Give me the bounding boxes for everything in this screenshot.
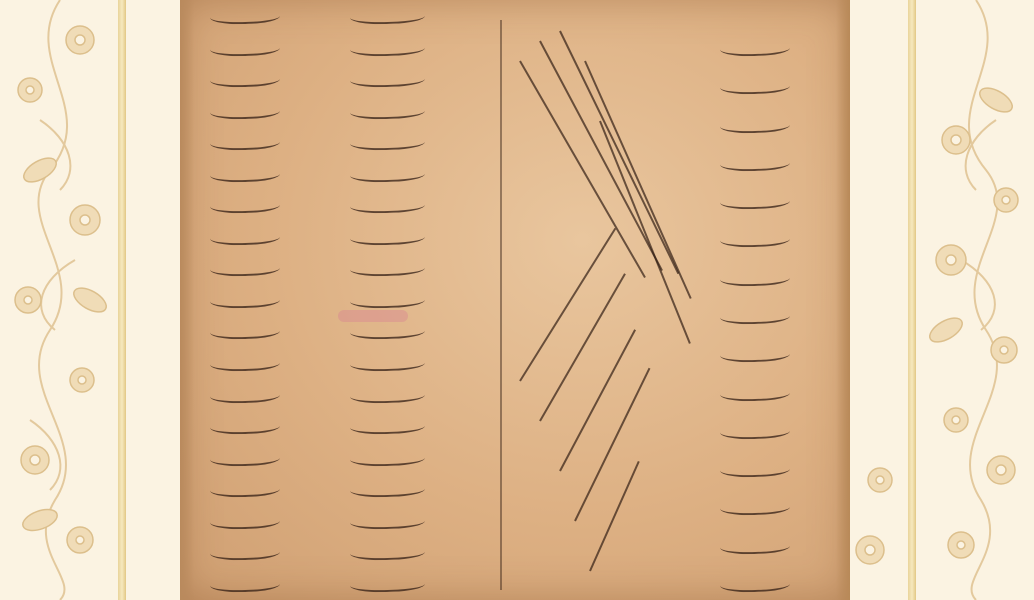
floral-border-left-icon — [0, 0, 120, 600]
handwritten-line — [210, 323, 280, 341]
handwritten-line — [350, 322, 425, 340]
handwritten-line — [350, 417, 425, 435]
handwritten-line — [210, 133, 280, 151]
handwritten-line — [720, 460, 790, 478]
handwritten-line — [210, 70, 280, 88]
handwritten-line — [210, 228, 280, 246]
handwritten-line — [210, 165, 280, 183]
handwritten-line — [720, 537, 790, 555]
handwritten-line — [210, 575, 280, 593]
page-edge-left — [180, 0, 194, 600]
handwritten-line — [720, 575, 790, 593]
handwritten-line — [350, 543, 425, 561]
handwritten-line — [720, 307, 790, 325]
handwritten-line — [210, 512, 280, 530]
handwritten-line — [210, 386, 280, 404]
floral-border-right-icon — [916, 0, 1034, 600]
vertical-margin-text — [500, 20, 502, 590]
handwritten-line — [210, 291, 280, 309]
handwritten-line — [350, 102, 425, 120]
handwritten-line — [350, 70, 425, 88]
handwritten-line — [720, 230, 790, 248]
handwritten-line — [720, 116, 790, 134]
handwritten-line — [720, 269, 790, 287]
handwritten-line — [350, 386, 425, 404]
text-column-right — [720, 0, 790, 600]
handwritten-line — [720, 39, 790, 57]
handwritten-line — [720, 498, 790, 516]
handwritten-line — [210, 259, 280, 277]
page-edge-right — [836, 0, 850, 600]
handwritten-line — [720, 384, 790, 402]
handwritten-line — [350, 133, 425, 151]
handwritten-line — [350, 259, 425, 277]
handwritten-line — [350, 449, 425, 467]
handwritten-line — [350, 165, 425, 183]
text-column-2 — [350, 0, 425, 600]
handwritten-line — [350, 354, 425, 372]
text-column-1 — [210, 0, 280, 600]
handwritten-line — [350, 39, 425, 57]
handwritten-line — [720, 345, 790, 363]
handwritten-line — [210, 480, 280, 498]
handwritten-line — [350, 7, 425, 25]
handwritten-line — [720, 154, 790, 172]
pink-ink-mark — [338, 310, 408, 322]
handwritten-line — [720, 422, 790, 440]
handwritten-line — [210, 449, 280, 467]
handwritten-line — [350, 196, 425, 214]
handwritten-line — [350, 291, 425, 309]
gold-border-left — [118, 0, 126, 600]
handwritten-line — [350, 512, 425, 530]
handwritten-line — [210, 354, 280, 372]
handwritten-line — [720, 192, 790, 210]
handwritten-line — [210, 417, 280, 435]
handwritten-line — [210, 543, 280, 561]
handwritten-line — [350, 480, 425, 498]
handwritten-line — [210, 102, 280, 120]
handwritten-line — [210, 7, 280, 25]
floral-corner-icon — [850, 440, 910, 600]
handwritten-line — [720, 77, 790, 95]
handwritten-line — [350, 575, 425, 593]
handwritten-line — [350, 228, 425, 246]
handwritten-line — [210, 196, 280, 214]
handwritten-line — [210, 39, 280, 57]
